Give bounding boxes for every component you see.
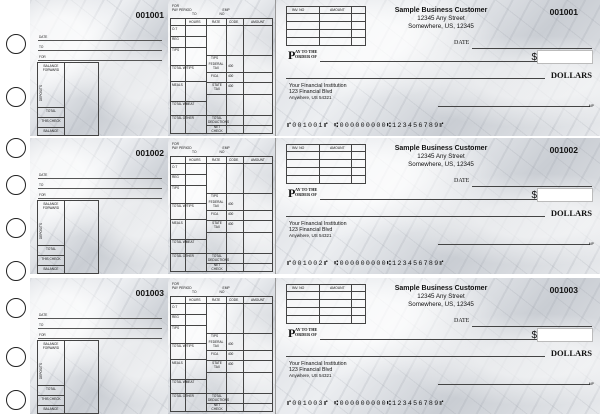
- stub-for-label: FOR: [39, 55, 46, 59]
- payroll-row-line: [206, 350, 272, 351]
- stub-to-line[interactable]: [38, 188, 162, 189]
- invoice-no-header: INV. NO: [292, 286, 305, 290]
- invoice-table: [286, 6, 366, 46]
- check-row-3: [0, 278, 600, 415]
- payroll-grid: [170, 18, 273, 134]
- payroll-fica: FICA: [211, 212, 219, 216]
- check-row-1: [0, 0, 600, 138]
- payroll-row-line: [171, 25, 272, 26]
- stub-date-line[interactable]: [38, 318, 162, 319]
- date-line[interactable]: [472, 48, 592, 49]
- written-amount-line[interactable]: [286, 78, 545, 79]
- invoice-table: [286, 284, 366, 324]
- check-body: [275, 0, 600, 136]
- invoice-row-line: [287, 21, 365, 22]
- payroll-meals: MEALS: [172, 221, 183, 225]
- date-label: DATE: [454, 178, 470, 184]
- check-stub: [30, 278, 168, 414]
- payroll-col-amount: AMOUNT: [251, 20, 265, 24]
- payroll-meals: MEALS: [172, 83, 183, 87]
- payroll-col-rate: RATE: [212, 298, 221, 302]
- payee-line[interactable]: [320, 199, 542, 200]
- dollar-sign: $: [531, 52, 537, 63]
- invoice-row-line: [287, 29, 365, 30]
- stub-date-line[interactable]: [38, 178, 162, 179]
- date-line[interactable]: [472, 186, 592, 187]
- payroll-state-tax: STATE TAX: [212, 361, 222, 369]
- bank-name: Your Financial Institution: [289, 361, 347, 367]
- micr-line: ⑈001003⑈ ⑆000000000⑆123456789⑈: [287, 400, 445, 407]
- stub-this-check: THIS CHECK: [38, 395, 64, 405]
- mp-security-mark: MP: [588, 242, 594, 246]
- payroll-col-hours: HOURS: [189, 298, 201, 302]
- check-body: [275, 278, 600, 414]
- stub-deposits-label: DEPOSITS: [39, 85, 43, 102]
- payroll-state-tax: STATE TAX: [212, 83, 222, 91]
- payroll-total-wtips: TOTAL W/TIPS: [172, 344, 194, 348]
- stub-balance: BALANCE: [38, 127, 64, 137]
- stub-total: TOTAL: [38, 385, 64, 395]
- payroll-total-wtips-aux: TIPS: [211, 334, 219, 338]
- business-city: Somewhere, US, 12345: [408, 23, 474, 30]
- payroll-col-code: CODE: [229, 298, 239, 302]
- payroll-federal-tax: FEDERAL TAX: [208, 200, 224, 208]
- invoice-row-line: [287, 315, 365, 316]
- payroll-stub: [168, 0, 275, 136]
- payroll-tips: TIPS: [172, 48, 180, 52]
- stub-date-label: DATE: [39, 173, 48, 177]
- payroll-row-line: [206, 232, 272, 233]
- check-body: [275, 138, 600, 274]
- invoice-amount-header: AMOUNT: [330, 286, 345, 290]
- bank-info: [289, 84, 347, 101]
- payroll-code-400b: 400: [228, 352, 234, 356]
- payroll-row-line: [206, 72, 272, 73]
- payee-line[interactable]: [320, 339, 542, 340]
- payroll-tips: TIPS: [172, 326, 180, 330]
- payroll-total-wtips-aux: TIPS: [211, 194, 219, 198]
- payroll-fica: FICA: [211, 352, 219, 356]
- stub-to-label: TO: [39, 323, 44, 327]
- stub-check-number: 001003: [135, 288, 164, 298]
- stub-deposits-label: DEPOSITS: [39, 363, 43, 380]
- signature-line[interactable]: [438, 106, 590, 107]
- bank-info: [289, 362, 347, 379]
- payroll-total-wtips-aux: TIPS: [211, 56, 219, 60]
- stub-to-line[interactable]: [38, 328, 162, 329]
- payroll-code-400a: 400: [228, 342, 234, 346]
- payroll-net-check: NET CHECK: [211, 403, 223, 411]
- stub-balance-forward: BALANCE FORWARD: [42, 342, 60, 350]
- payroll-total-wtips: TOTAL W/TIPS: [172, 66, 194, 70]
- bank-info: [289, 222, 347, 239]
- payee-line[interactable]: [320, 61, 542, 62]
- check-number: 001003: [549, 285, 578, 295]
- payroll-total-wtips: TOTAL W/TIPS: [172, 204, 194, 208]
- dollars-label: DOLLARS: [550, 208, 592, 218]
- business-city: Somewhere, US, 12345: [408, 301, 474, 308]
- business-name: Sample Business Customer: [394, 7, 488, 14]
- check-stub: [30, 138, 168, 274]
- payroll-reg: REG: [172, 315, 179, 319]
- payroll-code-400b: 400: [228, 74, 234, 78]
- amount-box[interactable]: [537, 328, 593, 342]
- payroll-row-line: [171, 359, 206, 360]
- payroll-stub: [168, 138, 275, 274]
- invoice-row-line: [287, 37, 365, 38]
- business-street: 12345 Any Street: [417, 153, 465, 160]
- check-number: 001001: [549, 7, 578, 17]
- stub-for-line[interactable]: [38, 60, 162, 61]
- stub-for-line[interactable]: [38, 198, 162, 199]
- check-stub: [30, 0, 168, 136]
- payroll-federal-tax: FEDERAL TAX: [208, 62, 224, 70]
- payroll-code-400a: 400: [228, 64, 234, 68]
- invoice-row-line: [287, 167, 365, 168]
- dollar-sign: $: [531, 190, 537, 201]
- bank-street: 123 Financial Blvd: [289, 226, 333, 233]
- payroll-reg: REG: [172, 175, 179, 179]
- bank-name: Your Financial Institution: [289, 221, 347, 227]
- stub-check-number: 001001: [135, 10, 164, 20]
- bank-name: Your Financial Institution: [289, 83, 347, 89]
- payroll-federal-tax: FEDERAL TAX: [208, 340, 224, 348]
- business-street: 12345 Any Street: [417, 293, 465, 300]
- stub-date-label: DATE: [39, 313, 48, 317]
- written-amount-line[interactable]: [286, 216, 545, 217]
- payroll-code-400b: 400: [228, 212, 234, 216]
- stub-to-line[interactable]: [38, 50, 162, 51]
- payroll-total-wmeals: TOTAL WMEAT: [172, 102, 195, 106]
- stub-table-divider: [64, 201, 65, 273]
- amount-box[interactable]: [537, 50, 593, 64]
- stub-date-label: DATE: [39, 35, 48, 39]
- payroll-col-rate: RATE: [212, 158, 221, 162]
- invoice-row-line: [287, 151, 365, 152]
- payroll-col-code: CODE: [229, 20, 239, 24]
- bank-city: Anywhere, US 54321: [289, 94, 332, 100]
- payroll-total-wmeals: TOTAL WMEAT: [172, 380, 195, 384]
- payroll-ot: O.T: [172, 27, 178, 31]
- payroll-header: FOR PAY PERIOD EMP TO NO: [172, 142, 230, 155]
- payroll-state-tax: STATE TAX: [212, 221, 222, 229]
- stub-balance-table: [37, 62, 99, 136]
- date-label: DATE: [454, 40, 470, 46]
- dollars-label: DOLLARS: [550, 70, 592, 80]
- invoice-no-header: INV. NO: [292, 146, 305, 150]
- invoice-row-line: [287, 299, 365, 300]
- stub-balance-table: [37, 200, 99, 274]
- invoice-no-header: INV. NO: [292, 8, 305, 12]
- payroll-grid: [170, 156, 273, 272]
- payroll-net-check: NET CHECK: [211, 263, 223, 271]
- payroll-reg: REG: [172, 37, 179, 41]
- invoice-row-line: [287, 175, 365, 176]
- stub-for-label: FOR: [39, 193, 46, 197]
- stub-deposits-label: DEPOSITS: [39, 223, 43, 240]
- micr-line: ⑈001001⑈ ⑆000000000⑆123456789⑈: [287, 122, 445, 129]
- payroll-row-line: [171, 303, 272, 304]
- mp-security-mark: MP: [588, 382, 594, 386]
- business-name: Sample Business Customer: [394, 145, 488, 152]
- micr-line: ⑈001002⑈ ⑆000000000⑆123456789⑈: [287, 260, 445, 267]
- pay-to-order-label: P AY TO THE ORDER OF: [288, 186, 318, 200]
- stub-date-line[interactable]: [38, 40, 162, 41]
- stub-to-label: TO: [39, 183, 44, 187]
- payroll-col-amount: AMOUNT: [251, 158, 265, 162]
- payroll-total-deductions: TOTAL DEDUCTIONS: [208, 116, 230, 124]
- payroll-code-400a: 400: [228, 202, 234, 206]
- payroll-code-400c: 400: [228, 84, 234, 88]
- business-street: 12345 Any Street: [417, 15, 465, 22]
- invoice-row-line: [287, 13, 365, 14]
- invoice-row-line: [287, 291, 365, 292]
- stub-for-line[interactable]: [38, 338, 162, 339]
- signature-line[interactable]: [438, 244, 590, 245]
- stub-balance: BALANCE: [38, 265, 64, 275]
- payroll-fica: FICA: [211, 74, 219, 78]
- payroll-col-amount: AMOUNT: [251, 298, 265, 302]
- signature-line[interactable]: [438, 384, 590, 385]
- bank-street: 123 Financial Blvd: [289, 366, 333, 373]
- payroll-total-deductions: TOTAL DEDUCTIONS: [208, 254, 230, 262]
- payroll-col-rate: RATE: [212, 20, 221, 24]
- bank-city: Anywhere, US 54321: [289, 372, 332, 378]
- check-number: 001002: [549, 145, 578, 155]
- payroll-tips: TIPS: [172, 186, 180, 190]
- stub-total: TOTAL: [38, 107, 64, 117]
- business-name: Sample Business Customer: [394, 285, 488, 292]
- stub-for-label: FOR: [39, 333, 46, 337]
- stub-balance-forward: BALANCE FORWARD: [42, 202, 60, 210]
- pay-to-order-label: P AY TO THE ORDER OF: [288, 48, 318, 62]
- invoice-row-line: [287, 159, 365, 160]
- payroll-total-wmeals: TOTAL WMEAT: [172, 240, 195, 244]
- stub-table-divider: [64, 63, 65, 135]
- mp-security-mark: MP: [588, 104, 594, 108]
- stub-to-label: TO: [39, 45, 44, 49]
- invoice-amount-header: AMOUNT: [330, 8, 345, 12]
- payroll-stub: [168, 278, 275, 414]
- amount-box[interactable]: [537, 188, 593, 202]
- invoice-row-line: [287, 307, 365, 308]
- dollar-sign: $: [531, 330, 537, 341]
- payroll-col-hours: HOURS: [189, 20, 201, 24]
- payroll-col-hours: HOURS: [189, 158, 201, 162]
- payroll-row-line: [171, 219, 206, 220]
- payroll-code-400c: 400: [228, 222, 234, 226]
- payroll-row-line: [206, 210, 272, 211]
- bank-city: Anywhere, US 54321: [289, 232, 332, 238]
- payroll-row-line: [206, 94, 272, 95]
- payroll-ot: O.T: [172, 305, 178, 309]
- dollars-label: DOLLARS: [550, 348, 592, 358]
- payroll-total-deductions: TOTAL DEDUCTIONS: [208, 394, 230, 402]
- stub-balance-table: [37, 340, 99, 414]
- payroll-col-code: CODE: [229, 158, 239, 162]
- invoice-table: [286, 144, 366, 184]
- payroll-ot: O.T: [172, 165, 178, 169]
- payroll-meals: MEALS: [172, 361, 183, 365]
- payroll-row-line: [171, 81, 206, 82]
- stub-check-number: 001002: [135, 148, 164, 158]
- stub-total: TOTAL: [38, 245, 64, 255]
- payroll-code-400c: 400: [228, 362, 234, 366]
- stub-this-check: THIS CHECK: [38, 255, 64, 265]
- payroll-total-other: TOTAL OTHER: [172, 394, 194, 398]
- payroll-row-line: [171, 163, 272, 164]
- payroll-total-other: TOTAL OTHER: [172, 254, 194, 258]
- payroll-grid: [170, 296, 273, 412]
- stub-table-divider: [64, 341, 65, 413]
- payroll-net-check: NET CHECK: [211, 125, 223, 133]
- payroll-row-line: [206, 372, 272, 373]
- payroll-header: FOR PAY PERIOD EMP TO NO: [172, 282, 230, 295]
- payroll-header: FOR PAY PERIOD EMP TO NO: [172, 4, 230, 17]
- invoice-amount-header: AMOUNT: [330, 146, 345, 150]
- date-line[interactable]: [472, 326, 592, 327]
- stub-this-check: THIS CHECK: [38, 117, 64, 127]
- date-label: DATE: [454, 318, 470, 324]
- payroll-total-other: TOTAL OTHER: [172, 116, 194, 120]
- business-city: Somewhere, US, 12345: [408, 161, 474, 168]
- pay-to-order-label: P AY TO THE ORDER OF: [288, 326, 318, 340]
- bank-street: 123 Financial Blvd: [289, 88, 333, 95]
- stub-balance: BALANCE: [38, 405, 64, 415]
- check-row-2: [0, 138, 600, 276]
- written-amount-line[interactable]: [286, 356, 545, 357]
- stub-balance-forward: BALANCE FORWARD: [42, 64, 60, 72]
